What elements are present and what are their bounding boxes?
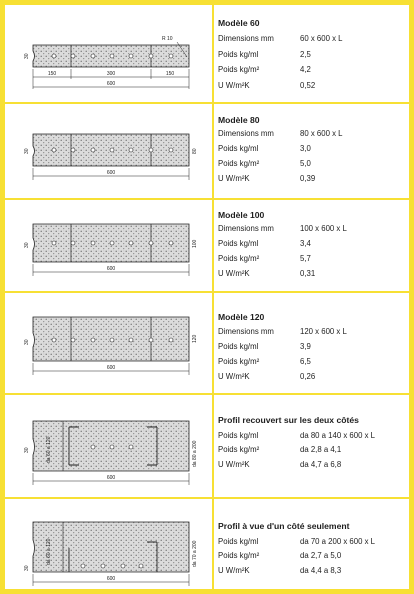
spec-value: da 4,7 a 6,8: [300, 460, 342, 469]
total-width-label: 600: [106, 475, 116, 481]
right-height-label: da 80 a 200: [192, 440, 198, 467]
segment-1-label: 150: [47, 71, 57, 77]
spec-label: Dimensions mm: [218, 129, 274, 138]
spec-label: Poids kg/m²: [218, 357, 260, 366]
spec-label: U W/m²K: [218, 269, 250, 278]
profile-drawing-120: [5, 293, 212, 395]
spec-label: Poids kg/m²: [218, 65, 260, 74]
spec-value: 3,4: [300, 239, 311, 248]
spec-label: Poids kg/m²: [218, 159, 260, 168]
spec-value: 3,0: [300, 144, 311, 153]
spec-label: U W/m²K: [218, 174, 250, 183]
segment-2-label: 300: [106, 71, 116, 77]
spec-label: Poids kg/ml: [218, 239, 259, 248]
spec-value: 0,26: [300, 372, 316, 381]
spec-label: U W/m²K: [218, 460, 250, 469]
product-sheet: [5, 5, 409, 589]
inner-height-label: da 60 a 120: [46, 538, 52, 565]
spec-value: 6,5: [300, 357, 311, 366]
spec-value: 0,52: [300, 81, 316, 90]
model-row-80: [5, 104, 409, 200]
model-title: Modèle 120: [218, 312, 265, 322]
spec-label: Poids kg/ml: [218, 342, 259, 351]
spec-label: Poids kg/m²: [218, 445, 260, 454]
model-title: Profil à vue d'un côté seulement: [218, 521, 350, 531]
spec-label: U W/m²K: [218, 566, 250, 575]
inner-height-label: da 60 a 120: [46, 436, 52, 463]
model-title: Profil recouvert sur les deux côtés: [218, 415, 359, 425]
spec-value: 0,39: [300, 174, 316, 183]
spec-value: 120 x 600 x L: [300, 327, 347, 336]
profile-drawing-100: [5, 200, 212, 293]
model-title: Modèle 100: [218, 210, 265, 220]
spec-label: Poids kg/ml: [218, 144, 259, 153]
left-height-label: 30: [24, 565, 30, 571]
spec-label: U W/m²K: [218, 81, 250, 90]
right-height-label: 120: [192, 334, 198, 343]
spec-value: da 70 a 200 x 600 x L: [300, 537, 375, 546]
model-row-120: [5, 293, 409, 395]
total-width-label: 600: [106, 266, 116, 272]
left-height-label: 30: [24, 447, 30, 453]
spec-value: 4,2: [300, 65, 311, 74]
profile-row-covered-both-sides: [5, 395, 409, 499]
profile-drawing-covered: [5, 395, 212, 499]
profile-drawing-one-side: [5, 499, 212, 589]
profile-row-one-side-visible: [5, 499, 409, 589]
spec-label: Dimensions mm: [218, 327, 274, 336]
spec-value: 3,9: [300, 342, 311, 351]
spec-value: 5,0: [300, 159, 311, 168]
left-height-label: 30: [24, 148, 30, 154]
spec-value: 2,5: [300, 50, 311, 59]
model-title: Modèle 60: [218, 18, 260, 28]
profile-drawing-60: [5, 5, 212, 104]
right-height-label: 80: [192, 148, 198, 154]
spec-value: 5,7: [300, 254, 311, 263]
left-height-label: 30: [24, 339, 30, 345]
spec-label: Poids kg/ml: [218, 431, 259, 440]
spec-value: 0,31: [300, 269, 316, 278]
segment-3-label: 150: [165, 71, 175, 77]
model-title: Modèle 80: [218, 115, 260, 125]
left-height-label: 30: [24, 53, 30, 59]
spec-value: 100 x 600 x L: [300, 224, 347, 233]
total-width-label: 600: [106, 81, 116, 87]
total-width-label: 600: [106, 170, 116, 176]
spec-label: Poids kg/ml: [218, 537, 259, 546]
spec-value: da 4,4 a 8,3: [300, 566, 342, 575]
total-width-label: 600: [106, 576, 116, 582]
right-height-label: da 70 a 200: [192, 540, 198, 567]
left-height-label: 30: [24, 242, 30, 248]
total-width-label: 600: [106, 365, 116, 371]
model-row-60: [5, 5, 409, 104]
spec-value: da 80 a 140 x 600 x L: [300, 431, 375, 440]
model-row-100: [5, 200, 409, 293]
spec-value: 80 x 600 x L: [300, 129, 343, 138]
spec-value: da 2,7 a 5,0: [300, 551, 342, 560]
spec-value: da 2,8 a 4,1: [300, 445, 342, 454]
profile-drawing-80: [5, 104, 212, 200]
spec-label: Poids kg/m²: [218, 254, 260, 263]
spec-label: Dimensions mm: [218, 34, 274, 43]
spec-label: Dimensions mm: [218, 224, 274, 233]
right-height-label: 100: [192, 239, 198, 248]
spec-label: Poids kg/ml: [218, 50, 259, 59]
spec-label: Poids kg/m²: [218, 551, 260, 560]
spec-value: 60 x 600 x L: [300, 34, 343, 43]
radius-label: R 10: [162, 36, 173, 42]
spec-label: U W/m²K: [218, 372, 250, 381]
